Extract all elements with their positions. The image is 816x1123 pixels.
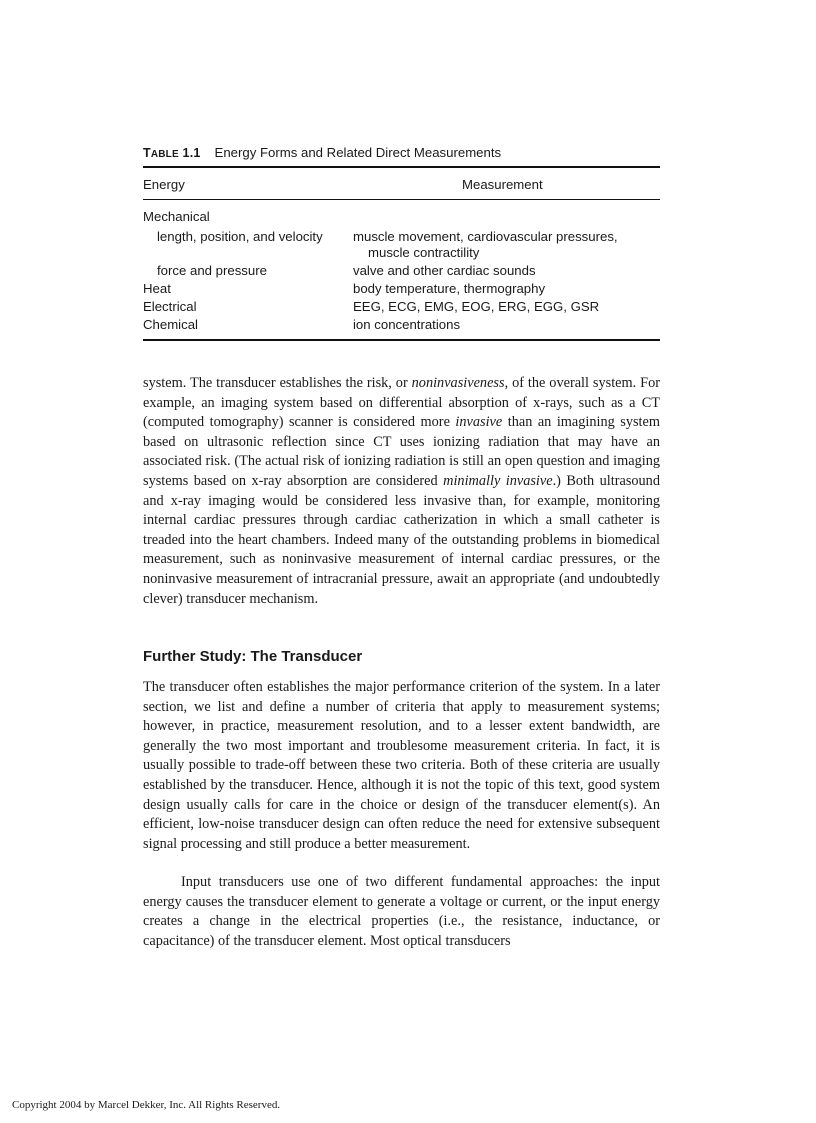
table-cell-measurement: ion concentrations (353, 317, 461, 332)
table-header-rule (143, 199, 660, 200)
table-cell-measurement-continued: muscle contractility (368, 245, 480, 260)
table-top-rule (143, 166, 660, 168)
table-cell-energy: force and pressure (157, 263, 267, 278)
body-paragraph: The transducer often establishes the major performance criterion of the system. In a later section, we list and define a number of criteria that apply to measurement systems; however, in practice, measurement resolution, and to a lesser extent bandwidth, are generally the two most important and troublesome measurement criteria. In fact, it is usually possible to trade-off between these two criteria. Both of these criteria are usually established by the transducer. Hence, although it is not the topic of this text, good system design usually calls for care in the choice or design of the transducer element(s). An efficient, low-noise transducer design can often reduce the need for extensive subsequent signal processing and still produce a better measurement. (143, 679, 660, 852)
table-cell-energy: Electrical (143, 299, 197, 314)
section-heading: Further Study: The Transducer (143, 648, 363, 665)
table-cell-energy: length, position, and velocity (157, 229, 323, 244)
column-header-energy: Energy (143, 177, 185, 192)
body-paragraph: system. The transducer establishes the risk, or noninvasiveness, of the overall system. For example, an imaging system based on differential absorption of x-rays, such as a CT (computed tomography) scanner is considered more invasive than an imagining system based on ultrasonic reflection since CT uses ionizing radiation that may have an associated risk. (The actual risk of ionizing radiation is still an open question and imaging systems based on x-ray absorption are considered minimally invasive.) Both ultrasound and x-ray imaging would be considered less invasive than, for example, monitoring internal cardiac pressures through cardiac catherization in which a small catheter is treaded into the heart chambers. Indeed many of the outstanding problems in biomedical measurement, such as noninvasive measurement of internal cardiac pressures, or the noninvasive measurement of intracranial pressure, await an appropriate (and undoubtedly clever) transducer mechanism. (143, 375, 660, 607)
table-caption (143, 145, 501, 160)
column-header-measurement: Measurement (462, 177, 543, 192)
table-cell-measurement: muscle movement, cardiovascular pressures, (353, 229, 618, 244)
table-cell-energy: Chemical (143, 317, 198, 332)
table-label: TABLE 1.1 (143, 146, 201, 160)
table-cell-measurement: body temperature, thermography (353, 281, 546, 296)
table-cell-energy: Mechanical (143, 209, 210, 224)
table-cell-energy: Heat (143, 281, 171, 296)
table-title: Energy Forms and Related Direct Measurements (214, 145, 502, 160)
copyright-notice: Copyright 2004 by Marcel Dekker, Inc. All Rights Reserved. (12, 1099, 281, 1111)
table-cell-measurement: EEG, ECG, EMG, EOG, ERG, EGG, GSR (353, 299, 600, 314)
body-paragraph: Input transducers use one of two different fundamental approaches: the input energy causes the transducer element to generate a voltage or current, or the input energy creates a change in the electrical properties (i.e., the resistance, inductance, or capacitance) of the transducer element. Most optical transducers (143, 874, 660, 949)
table-cell-measurement: valve and other cardiac sounds (353, 263, 536, 278)
table-bottom-rule (143, 339, 660, 341)
